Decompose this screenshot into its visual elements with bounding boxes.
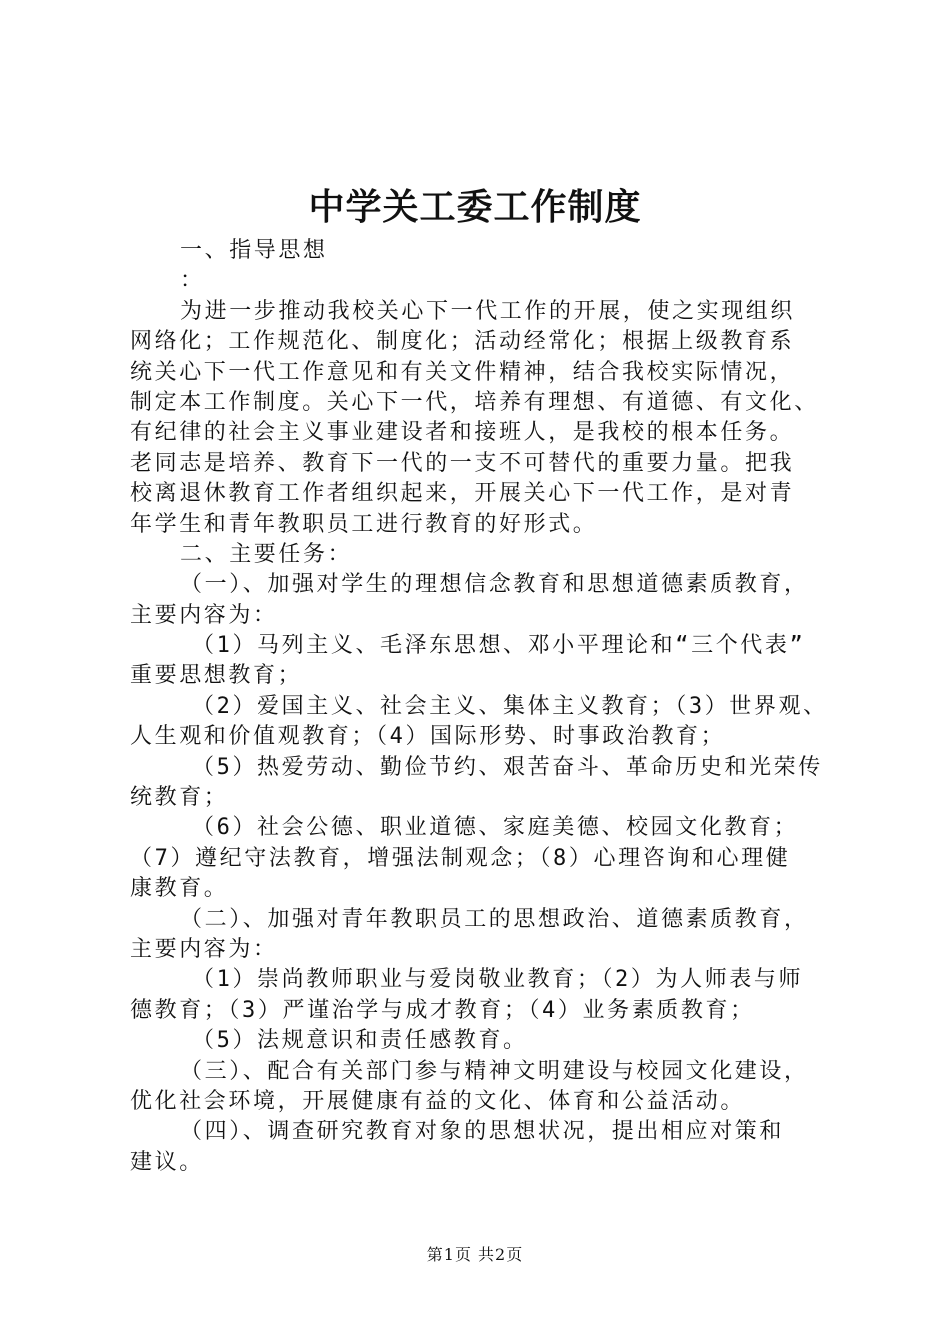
document-body (130, 236, 850, 1178)
text-line: 制定本工作制度。关心下一代，培养有理想、有道德、有文化、 (130, 389, 819, 415)
text-line: 德教育；（3）严谨治学与成才教育；（4）业务素质教育； (130, 997, 755, 1023)
text-line: （7）遵纪守法教育，增强法制观念；（8）心理咨询和心理健 (130, 845, 791, 871)
text-line: （三）、配合有关部门参与精神文明建设与校园文化建设， (180, 1058, 809, 1084)
text-line: 校离退休教育工作者组织起来，开展关心下一代工作，是对青 (130, 481, 795, 507)
text-line: 重要思想教育； (130, 663, 303, 689)
text-line: （6）社会公德、职业道德、家庭美德、校园文化教育； (192, 815, 799, 841)
text-line: 主要内容为： (130, 936, 278, 962)
text-line: 主要内容为： (130, 602, 278, 628)
text-line: （1）崇尚教师职业与爱岗敬业教育；（2）为人师表与师 (192, 967, 804, 993)
page-footer: 第1页 共2页 (426, 1245, 524, 1264)
document-title: 中学关工委工作制度 (308, 186, 642, 228)
text-line: （5）热爱劳动、勤俭节约、艰苦奋斗、革命历史和光荣传 (192, 754, 823, 780)
text-line: （四）、调查研究教育对象的思想状况，提出相应对策和 (180, 1119, 785, 1145)
section-heading: 二、主要任务： (180, 541, 353, 567)
text-line: （二）、加强对青年教职员工的思想政治、道德素质教育， (180, 906, 809, 932)
text-line: 统教育； (130, 785, 229, 811)
text-line: 网络化；工作规范化、制度化；活动经常化；根据上级教育系 (130, 329, 795, 355)
text-line: （1）马列主义、毛泽东思想、邓小平理论和“三个代表” (192, 633, 806, 659)
text-line: 老同志是培养、教育下一代的一支不可替代的重要力量。把我 (130, 450, 795, 476)
text-line: （一）、加强对学生的理想信念教育和思想道德素质教育， (180, 572, 809, 598)
section-heading: 一、指导思想 (180, 238, 328, 263)
text-line: 建议。 (130, 1149, 204, 1175)
text-line: 统关心下一代工作意见和有关文件精神，结合我校实际情况， (130, 359, 795, 385)
text-line: ： (180, 268, 205, 294)
text-line: 优化社会环境，开展健康有益的文化、体育和公益活动。 (130, 1088, 746, 1114)
text-line: 年学生和青年教职员工进行教育的好形式。 (130, 511, 598, 537)
text-line: （5）法规意识和责任感教育。 (192, 1028, 528, 1054)
text-line: （2）爱国主义、社会主义、集体主义教育；（3）世界观、 (192, 693, 828, 719)
text-line: 有纪律的社会主义事业建设者和接班人，是我校的根本任务。 (130, 420, 795, 446)
text-line: 康教育。 (130, 876, 229, 902)
text-line: 为进一步推动我校关心下一代工作的开展，使之实现组织 (180, 298, 796, 324)
text-line: 人生观和价值观教育；（4）国际形势、时事政治教育； (130, 724, 726, 750)
